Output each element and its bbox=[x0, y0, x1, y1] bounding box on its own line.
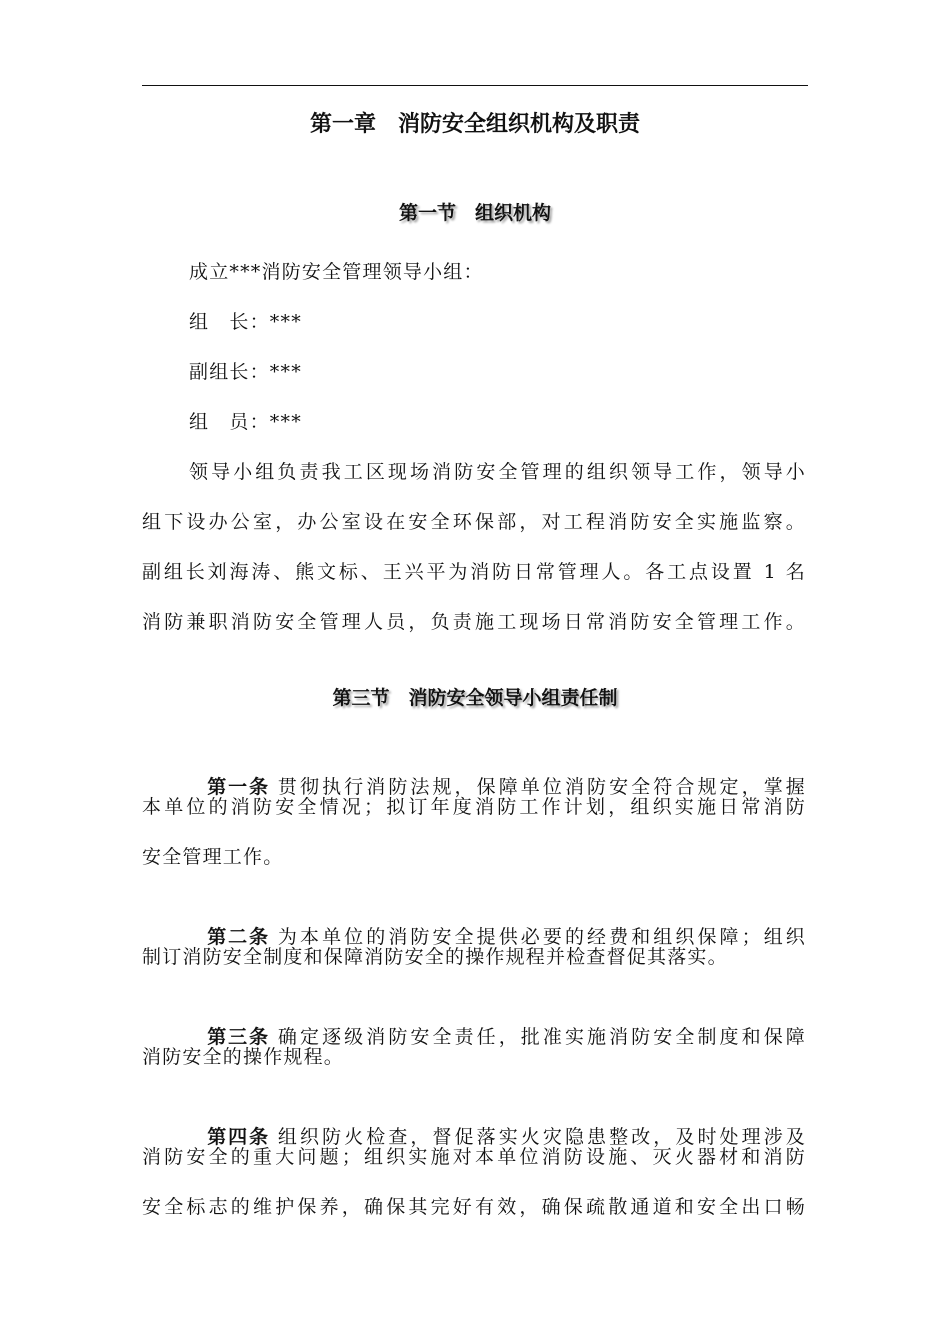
body-line: 消防安全的操作规程。 bbox=[142, 1046, 345, 1068]
body-line: 领导小组负责我工区现场消防安全管理的组织领导工作，领导小 bbox=[189, 461, 806, 483]
body-line: 消防安全的重大问题；组织实施对本单位消防设施、灭火器材和消防 bbox=[142, 1146, 806, 1168]
body-line: 本单位的消防安全情况；拟订年度消防工作计划，组织实施日常消防 bbox=[142, 796, 806, 818]
body-line: 组 员：*** bbox=[189, 411, 302, 433]
body-line: 制订消防安全制度和保障消防安全的操作规程并检查督促其落实。 bbox=[142, 946, 728, 968]
body-line: 副组长刘海涛、熊文标、王兴平为消防日常管理人。各工点设置 1 名 bbox=[142, 561, 806, 583]
body-line: 安全管理工作。 bbox=[142, 846, 284, 868]
article-text: 组织防火检查，督促落实火灾隐患整改，及时处理涉及 bbox=[277, 1126, 806, 1148]
header-rule bbox=[142, 85, 808, 86]
article-label: 第四条 bbox=[207, 1126, 270, 1148]
body-line: 安全标志的维护保养，确保其完好有效，确保疏散通道和安全出口畅 bbox=[142, 1196, 806, 1218]
article-label: 第三条 bbox=[207, 1026, 270, 1048]
body-line: 消防兼职消防安全管理人员，负责施工现场日常消防安全管理工作。 bbox=[142, 611, 806, 633]
chapter-title: 第一章 消防安全组织机构及职责 bbox=[309, 112, 640, 137]
article-label: 第一条 bbox=[207, 776, 270, 798]
body-line: 组 长：*** bbox=[189, 311, 302, 333]
article-text: 为本单位的消防安全提供必要的经费和组织保障；组织 bbox=[277, 926, 806, 948]
section-1-title: 第一节 组织机构 bbox=[398, 202, 551, 224]
body-line: 成立***消防安全管理领导小组： bbox=[189, 261, 484, 283]
body-line: 副组长：*** bbox=[189, 361, 302, 383]
body-line: 组下设办公室，办公室设在安全环保部，对工程消防安全实施监察。 bbox=[142, 511, 806, 533]
article-text: 贯彻执行消防法规，保障单位消防安全符合规定，掌握 bbox=[277, 776, 806, 798]
article-text: 确定逐级消防安全责任，批准实施消防安全制度和保障 bbox=[277, 1026, 806, 1048]
section-3-title: 第三节 消防安全领导小组责任制 bbox=[332, 687, 618, 709]
article-label: 第二条 bbox=[207, 926, 270, 948]
